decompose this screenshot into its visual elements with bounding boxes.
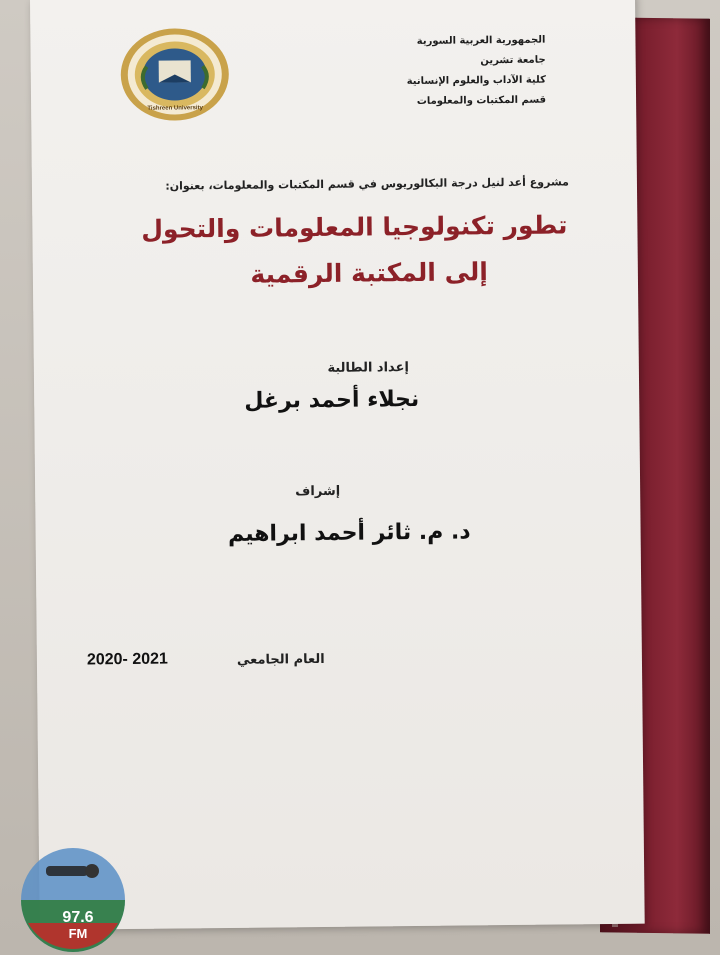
student-name: نجلاء أحمد برغل [244,386,420,414]
project-intro: مشروع أعد لنيل درجة البكالوريوس في قسم المكتبات والمعلومات، بعنوان: [165,175,570,193]
title-line-1: تطور تكنولوجيا المعلومات والتحول [141,210,568,244]
thesis-title [87,202,568,299]
watermark-frequency: 97.6 [62,909,94,926]
microphone-icon [46,866,88,876]
logo-text: Tishreen University [147,105,203,112]
academic-year-value: 2020- 2021 [86,650,168,669]
student-label: إعداد الطالبة [327,360,409,376]
header-line: قسم المكتبات والمعلومات [416,94,547,107]
header-line: الجمهورية العربية السورية [416,34,546,47]
title-line-2: إلى المكتبة الرقمية [250,257,489,289]
institution-header [335,31,546,113]
supervisor-label: إشراف [295,483,341,500]
radio-watermark-logo [8,838,138,953]
academic-year-label: العام الجامعي [236,651,325,668]
header-line: كلية الآداب والعلوم الإنسانية [406,74,546,88]
supervisor-name: د. م. ثائر أحمد ابراهيم [227,519,471,547]
title-page [30,0,645,930]
watermark-band: FM [68,926,88,941]
header-line: جامعة تشرين [480,54,546,67]
university-logo [118,26,231,123]
